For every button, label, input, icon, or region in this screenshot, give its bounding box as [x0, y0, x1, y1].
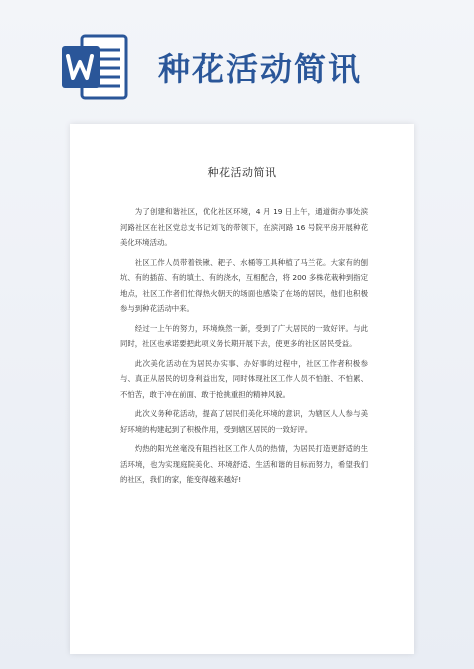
- word-document-icon: [60, 32, 130, 102]
- document-page: [70, 124, 414, 654]
- banner-title: 种花活动简讯: [158, 50, 363, 88]
- banner: [0, 0, 474, 120]
- document-title: 种花活动简讯: [207, 166, 277, 179]
- paragraph: 经过一上午的努力，环境焕然一新，受到了广大居民的一致好评。与此同时，社区也承诺要把此项义务长期开展下去，使更多的社区居民受益。: [120, 323, 368, 348]
- paragraph: 为了创建和谐社区，优化社区环境，4 月 19 日上午，通道街办事处滨河路社区在社区党总支书记刘飞的带领下，在滨河路 16 号院平房开展种花美化环境活动。: [120, 207, 368, 247]
- paragraph: 社区工作人员带着铁锹、耙子、水桶等工具种植了马兰花。大家有的刨坑、有的插苗、有的填土、有的浇水，互相配合，将 200 多株花栽种到指定地点，社区工作者们忙得热火朝天的场面也感染了在场的居民，他们也积极参与到种花活动中来。: [120, 257, 368, 313]
- document-body: [120, 204, 368, 492]
- paragraph: 此次美化活动在为居民办实事、办好事的过程中，社区工作者积极参与、真正从居民的切身利益出发，同时体现社区工作人员不怕脏、不怕累、不怕苦，敢于冲在前面、敢于抢挑重担的精神风貌。: [120, 358, 368, 399]
- paragraph: 此次义务种花活动，提高了居民们美化环境的意识，为辖区人人参与美好环境的构建起到了积极作用，受到辖区居民的一致好评。: [120, 409, 368, 434]
- paragraph: 灼热的阳光丝毫没有阻挡社区工作人员的热情，为居民打造更舒适的生活环境，也为实现庭院美化、环境舒适、生活和谐的目标而努力，希望我们的社区，我们的家，能变得越来越好!: [120, 444, 368, 484]
